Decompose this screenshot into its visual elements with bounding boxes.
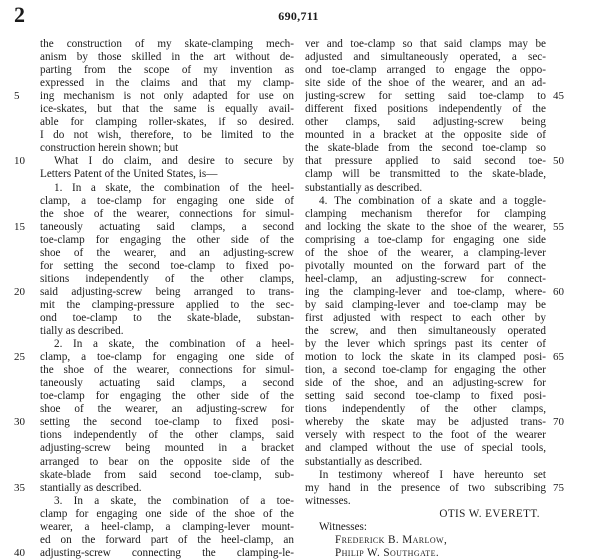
- right-column-line: other clamps, said adjusting-screw being: [305, 116, 546, 129]
- line-number-marker: 65: [553, 351, 564, 364]
- left-column-line: Letters Patent of the United States, is—: [40, 168, 218, 181]
- left-column-line: 3. In a skate, the combination of a toe-: [54, 494, 294, 507]
- left-column-line: tions independently of the other clamps, said: [40, 429, 294, 442]
- right-column-line: clamp will be transmitted to the skate-blade,: [305, 168, 546, 181]
- right-column-line: tions independently of the other clamps,: [305, 403, 546, 416]
- left-column-line: ed on the forward part of the heel-clamp, an: [40, 533, 294, 546]
- right-column-line: by the lever which springs past its center of: [305, 338, 546, 351]
- right-column-line: clamping mechanism therefor for clamping: [305, 207, 546, 220]
- left-column-line: I do not wish, therefore, to be limited to the: [40, 129, 294, 142]
- left-column-line: tially as described.: [40, 325, 124, 338]
- left-column-line: toe-clamp for engaging the other side of the: [40, 233, 294, 246]
- right-column-line: adjusted and simultaneously operated, a sec-: [305, 51, 546, 64]
- right-column-line: mounted in a bracket at the opposite side of: [305, 129, 546, 142]
- right-column-line: pivotally mounted on the forward part of the: [305, 259, 546, 272]
- right-column-line: ing the clamping-lever and toe-clamp, where-: [305, 285, 546, 298]
- right-column-line: setting said second toe-clamp to fixed posi-: [305, 390, 546, 403]
- right-column-line: tion, a second toe-clamp for engaging the other: [305, 364, 546, 377]
- right-column-line: by said clamping-lever and toe-clamp may be: [305, 298, 546, 311]
- right-column-line: motion to lock the skate in its clamped posi-: [305, 351, 546, 364]
- page-number: 2: [14, 2, 25, 27]
- right-column-line: substantially as described.: [305, 455, 423, 468]
- left-column-line: shoe of the wearer, an adjusting-screw for: [40, 403, 294, 416]
- left-column-line: parting from the scope of my invention as: [40, 64, 294, 77]
- right-column-line: ver and toe-clamp so that said clamps may be: [305, 38, 546, 50]
- right-column-line: witnesses.: [305, 494, 351, 507]
- line-number-marker: 30: [14, 416, 25, 429]
- right-column-line: side of the shoe, and an adjusting-screw for: [305, 377, 546, 390]
- right-column-line: different fixed positions independently of the: [305, 103, 546, 116]
- line-number-marker: 15: [14, 220, 25, 233]
- left-column-line: adjusting-screw being mounted in a bracket: [40, 442, 294, 455]
- right-column-line: first adjusted with respect to each other by: [305, 311, 546, 324]
- right-column-line: the skate-blade from the second toe-clamp so: [305, 142, 546, 155]
- right-column-line: my hand in the presence of two subscribing: [305, 481, 546, 494]
- right-column-line: versely with respect to the foot of the wearer: [305, 429, 546, 442]
- right-column-line: the screw, and then simultaneously operated: [305, 325, 546, 338]
- left-column-line: expressed in the claims and that my clamp-: [40, 77, 294, 90]
- line-number-marker: 55: [553, 220, 564, 233]
- left-column-line: construction herein shown; but: [40, 142, 179, 155]
- line-number-marker: 25: [14, 351, 25, 364]
- left-column-line: stantially as described.: [40, 481, 142, 494]
- line-number-marker: 5: [14, 90, 20, 103]
- left-column-line: adjusting-screw connecting the clamping-le-: [40, 546, 294, 559]
- left-column-line: able for clamping roller-skates, if so desired.: [40, 116, 294, 129]
- line-number-marker: 20: [14, 285, 25, 298]
- left-column-line: clamp, a toe-clamp for engaging one side of: [40, 194, 294, 207]
- line-number-marker: 45: [553, 90, 564, 103]
- left-column-line: said adjusting-screw being arranged to trans-: [40, 285, 294, 298]
- line-number-marker: 75: [553, 481, 564, 494]
- right-column-line: of the shoe of the wearer, a clamping-lever: [305, 246, 546, 259]
- patent-number: 690,711: [278, 9, 319, 23]
- left-column-line: arranged to bear on the opposite side of the: [40, 455, 294, 468]
- left-column-line: 2. In a skate, the combination of a heel-: [54, 338, 294, 351]
- right-column-line: In testimony whereof I have hereunto set: [319, 468, 546, 481]
- right-column-line: ond toe-clamp arranged to engage the oppo-: [305, 64, 546, 77]
- line-number-marker: 40: [14, 546, 25, 559]
- right-column-line: comprising a toe-clamp for engaging one side: [305, 233, 546, 246]
- right-column-line: and clamped without the use of special tools,: [305, 442, 546, 455]
- right-column-line: site side of the shoe of the wearer, and an ad-: [305, 77, 546, 90]
- right-column-line: 4. The combination of a skate and a toggle-: [319, 194, 546, 207]
- left-column-line: What I do claim, and desire to secure by: [54, 155, 294, 168]
- left-column-line: 1. In a skate, the combination of the heel-: [54, 181, 294, 194]
- line-number-marker: 50: [553, 155, 564, 168]
- line-number-marker: 60: [553, 285, 564, 298]
- right-column-line: Witnesses:: [319, 520, 368, 533]
- left-column-line: sitions independently of the other clamps,: [40, 272, 294, 285]
- left-column-line: ice-skates, but that the same is equally avail-: [40, 103, 294, 116]
- left-column-line: toe-clamp for engaging the other side of the: [40, 390, 294, 403]
- left-column-line: clamp for engaging one side of the shoe of the: [40, 507, 294, 520]
- left-column-line: ond toe-clamp to the skate-blade, substan-: [40, 311, 294, 324]
- left-text-column: [40, 38, 294, 560]
- left-column-line: the shoe of the wearer, connections for simul-: [40, 207, 294, 220]
- right-text-column: [305, 38, 546, 560]
- left-column-line: mit the clamping-pressure applied to the sec-: [40, 298, 294, 311]
- left-column-line: setting the second toe-clamp to fixed posi-: [40, 416, 294, 429]
- right-column-line: Philip W. Southgate.: [335, 546, 440, 559]
- line-number-marker: 35: [14, 481, 25, 494]
- left-column-line: the shoe of the wearer, connections for simul-: [40, 364, 294, 377]
- left-column-line: the construction of my skate-clamping mech-: [40, 38, 294, 50]
- right-column-line: justing-screw for setting said toe-clamp to: [305, 90, 546, 103]
- left-column-line: taneously actuating said clamps, a second: [40, 377, 294, 390]
- right-column-line: and locking the skate to the shoe of the wearer,: [305, 220, 546, 233]
- line-number-marker: 70: [553, 416, 564, 429]
- left-column-line: clamp, a toe-clamp for engaging one side of: [40, 351, 294, 364]
- right-column-line: Frederick B. Marlow,: [335, 533, 448, 546]
- left-column-line: skate-blade from said second toe-clamp, sub-: [40, 468, 294, 481]
- left-column-line: taneously actuating said clamps, a second: [40, 220, 294, 233]
- right-column-line: heel-clamp, an adjusting-screw for connect-: [305, 272, 546, 285]
- right-column-line: whereby the skate may be adjusted trans-: [305, 416, 546, 429]
- right-column-line: substantially as described.: [305, 181, 423, 194]
- right-column-line: OTIS W. EVERETT.: [439, 507, 540, 520]
- left-column-line: anism by those skilled in the art without de-: [40, 51, 294, 64]
- left-column-line: wearer, a heel-clamp, a clamping-lever mount-: [40, 520, 294, 533]
- left-column-line: for setting the second toe-clamp to fixed po-: [40, 259, 294, 272]
- right-column-line: that pressure applied to said second toe-: [305, 155, 546, 168]
- left-column-line: shoe of the wearer, and an adjusting-screw: [40, 246, 294, 259]
- left-column-line: ing mechanism is not only adapted for use on: [40, 90, 294, 103]
- line-number-marker: 10: [14, 155, 25, 168]
